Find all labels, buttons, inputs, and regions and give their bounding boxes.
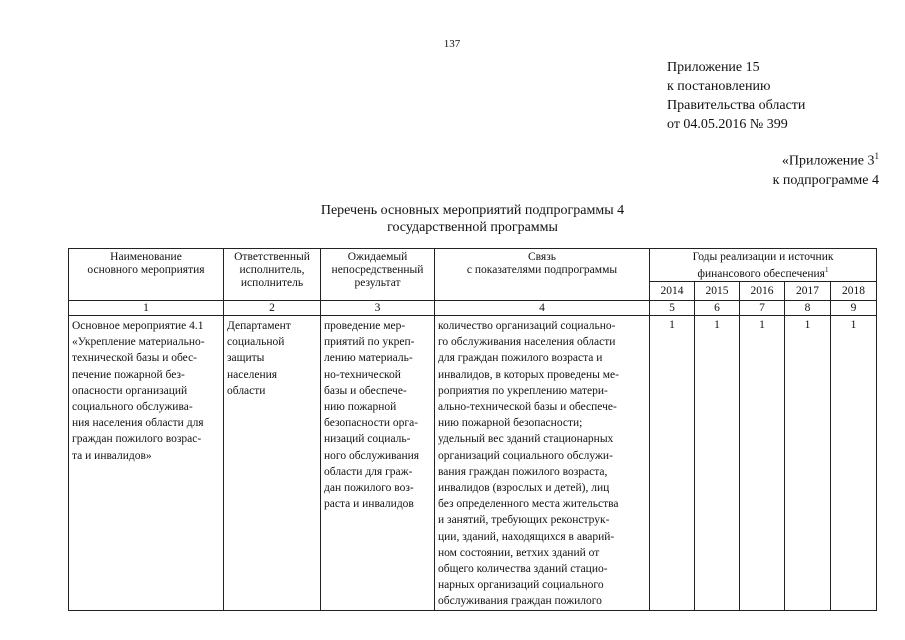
appendix-line: от 04.05.2016 № 399 — [667, 117, 788, 132]
cell-value-2014 — [650, 316, 695, 611]
cell-value: 1 — [804, 319, 811, 331]
cell-line: но-технической — [324, 368, 401, 381]
cell-line: инвалидов (взрослых и детей), лиц — [438, 482, 610, 495]
cell-line: ного обслуживания — [324, 449, 420, 462]
column-number: 4 — [435, 301, 650, 316]
year-header: 2018 — [831, 282, 877, 301]
cell-value-2015 — [695, 316, 740, 611]
cell-value: 1 — [759, 319, 765, 331]
header-line: непосредственный — [331, 264, 424, 276]
cell-line: области — [227, 384, 266, 397]
header-years-group — [650, 249, 877, 282]
header-line: Связь — [527, 251, 557, 263]
appendix-line: к постановлению — [667, 79, 771, 94]
cell-line: Департамент — [227, 320, 291, 332]
header-line: Ответственный — [234, 251, 310, 263]
cell-value-2017 — [785, 316, 831, 611]
cell-name — [69, 316, 224, 611]
header-name — [69, 249, 224, 301]
cell-line: ния населения области для — [72, 417, 204, 430]
cell-line: без определенного места жительства — [438, 498, 619, 511]
year-header: 2017 — [785, 282, 831, 301]
cell-line: организаций социального обслужи- — [438, 449, 613, 462]
cell-line: Основное мероприятие 4.1 — [72, 320, 204, 332]
column-number: 3 — [321, 301, 435, 316]
header-responsible — [224, 249, 321, 301]
column-number: 7 — [740, 301, 785, 316]
cell-line: населения — [227, 368, 278, 381]
header-line: результат — [354, 277, 401, 289]
column-number: 1 — [69, 301, 224, 316]
cell-line: нарных организаций социального — [438, 579, 604, 592]
cell-line: проведение мер- — [324, 320, 406, 332]
cell-line: технической базы и обес- — [72, 352, 198, 365]
cell-line: вания граждан пожилого возраста, — [438, 465, 608, 478]
column-number: 8 — [785, 301, 831, 316]
column-number: 2 — [224, 301, 321, 316]
cell-line: и занятий, требующих реконструк- — [438, 514, 610, 527]
cell-line: социальной — [227, 336, 285, 349]
footnote-mark: 1 — [824, 266, 829, 274]
year-header: 2016 — [740, 282, 785, 301]
table-row — [69, 316, 877, 611]
cell-line: роприятия по укреплению матери- — [438, 384, 608, 397]
cell-line: та и инвалидов» — [72, 449, 152, 462]
header-line: с показателями подпрограммы — [466, 264, 618, 276]
cell-line: ции, зданий, находящихся в аварий- — [438, 530, 615, 543]
cell-line: социального обслужива- — [72, 401, 193, 414]
appendix-line: Приложение 15 — [667, 60, 760, 75]
cell-line: области для граж- — [324, 465, 413, 478]
cell-line: инвалидов, в которых проведены ме- — [438, 368, 619, 381]
cell-value: 1 — [714, 319, 720, 331]
header-line: Наименование — [110, 251, 182, 263]
header-line: основного мероприятия — [87, 264, 205, 276]
year-header: 2014 — [650, 282, 695, 301]
cell-line: безопасности орга- — [324, 417, 419, 430]
cell-line: печение пожарной без- — [72, 368, 185, 381]
header-line: исполнитель, — [239, 264, 305, 276]
footnote-mark: 1 — [874, 151, 879, 161]
cell-result — [321, 316, 435, 611]
cell-line: удельный вес зданий стационарных — [438, 433, 614, 446]
cell-value: 1 — [669, 319, 675, 331]
year-header: 2015 — [695, 282, 740, 301]
header-link — [435, 249, 650, 301]
title-line: государственной программы — [387, 220, 558, 235]
header-line: исполнитель — [240, 277, 304, 289]
cell-value-2018 — [831, 316, 877, 611]
cell-line: лению материаль- — [324, 352, 413, 365]
cell-value-2016 — [740, 316, 785, 611]
column-numbers-row — [69, 301, 877, 316]
sub-appendix-block — [773, 147, 879, 190]
cell-line: обслуживания граждан пожилого — [438, 595, 602, 608]
cell-line: для граждан пожилого возраста и — [438, 352, 603, 365]
cell-line: ном состоянии, ветхих зданий от — [438, 546, 600, 559]
cell-line: дан пожилого воз- — [324, 482, 414, 495]
events-table — [68, 248, 877, 611]
sub-appendix-line: «Приложение 3 — [781, 153, 875, 169]
cell-line: опасности организаций — [72, 384, 188, 397]
cell-line: приятий по укреп- — [324, 336, 415, 349]
cell-line: нию пожарной — [324, 401, 397, 414]
column-number: 9 — [831, 301, 877, 316]
cell-line: «Укрепление материально- — [72, 336, 205, 349]
page-number: 137 — [443, 38, 461, 50]
cell-line: го обслуживания населения области — [438, 336, 616, 349]
cell-line: базы и обеспече- — [324, 384, 407, 397]
cell-line: защиты — [227, 352, 265, 365]
document-title — [200, 202, 745, 236]
sub-appendix-line: к подпрограмме 4 — [772, 172, 879, 188]
cell-line: нию пожарной безопасности; — [438, 417, 583, 430]
cell-responsible — [224, 316, 321, 611]
cell-line: раста и инвалидов — [324, 498, 414, 511]
header-result — [321, 249, 435, 301]
appendix-line: Правительства области — [667, 98, 806, 113]
header-line: финансового обеспечения — [697, 267, 825, 280]
header-line: Годы реализации и источник — [692, 251, 834, 263]
cell-line: низаций социаль- — [324, 433, 411, 446]
header-line: Ожидаемый — [347, 251, 408, 263]
cell-value: 1 — [850, 319, 857, 331]
title-line: Перечень основных мероприятий подпрограммы 4 — [320, 203, 625, 218]
cell-line: граждан пожилого возрас- — [72, 433, 202, 446]
cell-link — [435, 316, 650, 611]
cell-line: ально-технической базы и обеспече- — [438, 401, 617, 414]
column-number: 6 — [695, 301, 740, 316]
cell-line: количество организаций социально- — [438, 320, 616, 332]
column-number: 5 — [650, 301, 695, 316]
appendix-block — [667, 58, 805, 134]
cell-line: общего количества зданий стацио- — [438, 563, 608, 576]
